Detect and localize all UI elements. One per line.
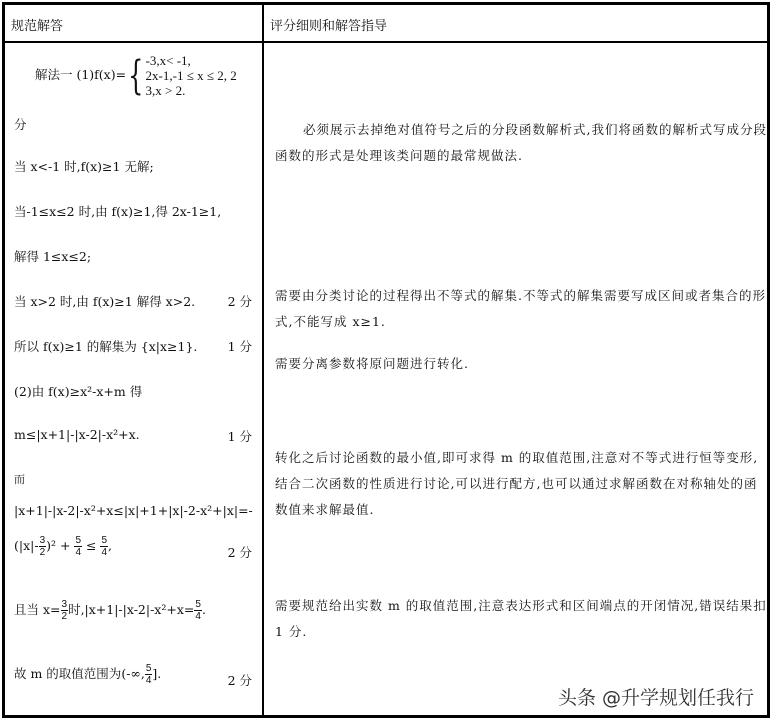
- denominator: 2: [61, 611, 68, 622]
- numerator: 5: [101, 535, 107, 546]
- points-label: 1 分: [227, 339, 252, 354]
- case: 2x-1,-1 ≤ x ≤ 2, 2: [145, 68, 237, 83]
- denominator: 4: [101, 547, 107, 558]
- guide-paragraph-2: 需要由分类讨论的过程得出不等式的解集.不等式的解集需要写成区间或者集合的形式,不能写成 x≥1.: [275, 288, 766, 329]
- solution-line-3: 当-1≤x≤2 时,由 f(x)≥1,得 2x-1≥1,: [14, 204, 222, 219]
- line-text: .: [201, 602, 206, 617]
- solution-line-13: [14, 663, 161, 686]
- fraction: [61, 599, 69, 622]
- denominator: 4: [75, 547, 82, 558]
- case: -3,x< -1,: [145, 53, 191, 68]
- header-standard-answer: 规范解答: [11, 19, 64, 34]
- solution-line-12: [14, 599, 206, 622]
- line-text: ].: [152, 666, 162, 681]
- fraction: [74, 535, 82, 558]
- guide-paragraph-1: 必须展示去掉绝对值符号之后的分段函数解析式,我们将函数的解析式写成分段函数的形式是处理该类问题的最常规做法.: [275, 122, 767, 163]
- solution-line-1-cont: 分: [14, 117, 27, 132]
- solution-line-11: [14, 535, 112, 558]
- solution-line-1: [35, 53, 237, 98]
- guide-paragraph-4: 转化之后讨论函数的最小值,即可求得 m 的取值范围,注意对不等式进行恒等变形,结合二次函数的性质进行讨论,可以进行配方,也可以通过求解函数在对称轴处的函数值来求解最值.: [275, 450, 759, 517]
- solution-line-7: (2)由 f(x)≥x²-x+m 得: [14, 384, 143, 399]
- line-text: (|x|-: [14, 538, 39, 553]
- guide-paragraph-3: 需要分离参数将原问题进行转化.: [275, 356, 469, 371]
- line-text: (-∞,: [121, 666, 145, 681]
- column-divider: [262, 5, 264, 715]
- solution-line-10: |x+1|-|x-2|-x²+x≤|x|+1+|x|-2-x²+|x|=-: [14, 503, 253, 518]
- line-text: ≤: [82, 538, 101, 553]
- grading-table: [2, 2, 770, 718]
- solution-line-6: 所以 f(x)≥1 的解集为 {x|x≥1}.: [14, 339, 198, 354]
- solution-line-9: 而: [14, 473, 25, 486]
- fraction: [194, 599, 202, 622]
- line-text: ,: [108, 538, 112, 553]
- points-label: 2 分: [227, 294, 252, 309]
- line-text: 且当 x=: [14, 602, 61, 617]
- line-text: )² +: [46, 538, 75, 553]
- points-label: 2 分: [227, 673, 252, 688]
- header-grading-guide: 评分细则和解答指导: [270, 19, 388, 34]
- brace: {: [128, 52, 144, 99]
- points-label: 2 分: [227, 545, 252, 560]
- denominator: 2: [39, 547, 46, 558]
- points-label: 1 分: [227, 429, 252, 444]
- numerator: 3: [61, 599, 68, 610]
- denominator: 4: [145, 675, 152, 686]
- case: 3,x > 2.: [145, 83, 186, 98]
- solution-line-4: 解得 1≤x≤2;: [14, 249, 92, 264]
- numerator: 5: [195, 599, 201, 610]
- numerator: 5: [75, 535, 82, 546]
- fraction: [100, 535, 108, 558]
- piecewise-cases: [146, 53, 237, 98]
- watermark: 头条 @升学规划任我行: [557, 687, 754, 709]
- line-text: 时,|x+1|-|x-2|-x²+x=: [68, 602, 195, 617]
- fraction: [39, 535, 47, 558]
- solution-line-5: 当 x>2 时,由 f(x)≥1 解得 x>2.: [14, 294, 196, 309]
- guide-paragraph-5: 需要规范给出实数 m 的取值范围,注意表达形式和区间端点的开闭情况,错误结果扣 1 分.: [275, 598, 767, 639]
- numerator: 5: [145, 663, 152, 674]
- solution-line-2: 当 x<-1 时,f(x)≥1 无解;: [14, 159, 154, 174]
- solution-line-8: m≤|x+1|-|x-2|-x²+x.: [14, 427, 140, 442]
- numerator: 3: [39, 535, 46, 546]
- header-divider: [5, 41, 767, 43]
- denominator: 4: [195, 611, 201, 622]
- line-text: 解法一 (1)f(x)=: [35, 67, 127, 82]
- line-text: 故 m 的取值范围为: [14, 666, 122, 681]
